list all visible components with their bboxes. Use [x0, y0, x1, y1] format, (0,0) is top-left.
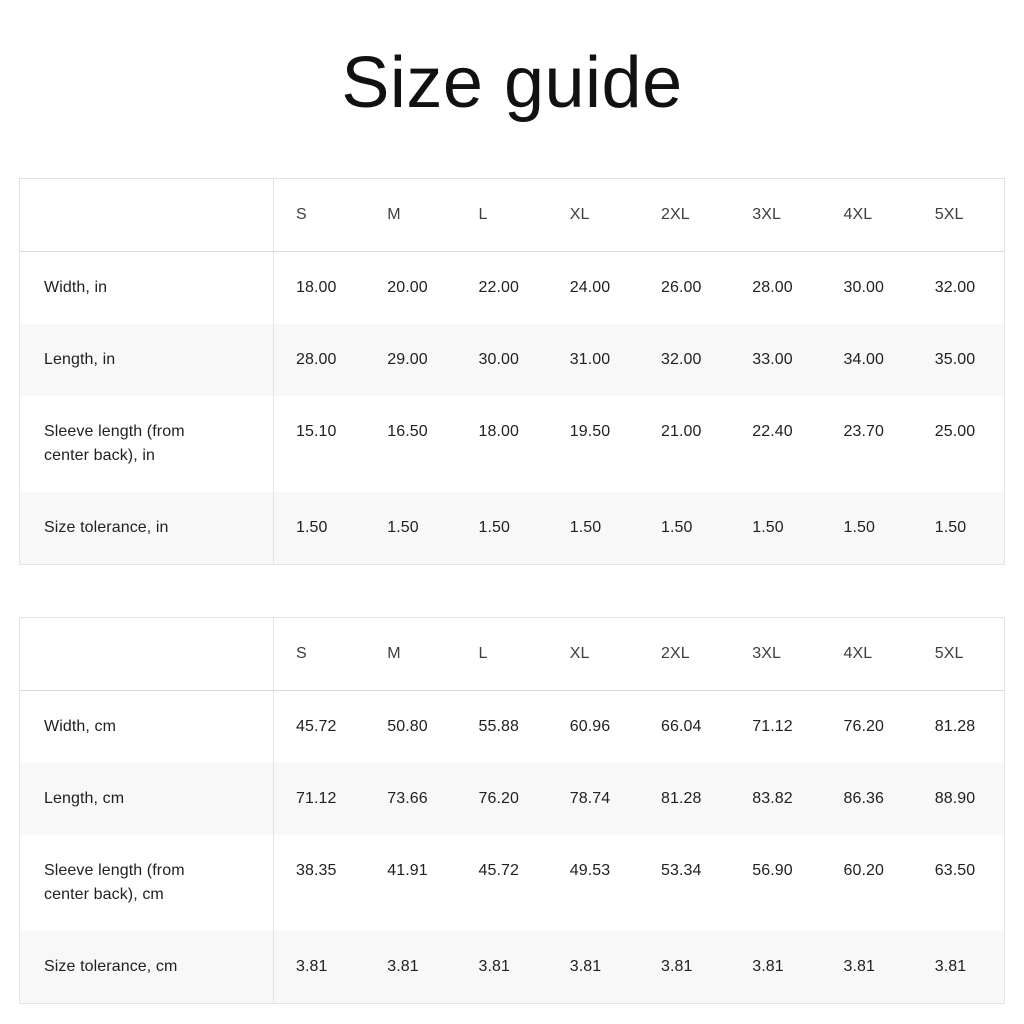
row-label: Width, in — [20, 252, 274, 324]
size-value-cell: 41.91 — [387, 862, 428, 879]
column-header-l: L — [478, 645, 488, 662]
size-value-cell: 28.00 — [752, 279, 793, 296]
row-label: Length, in — [20, 324, 274, 396]
size-value-cell: 15.10 — [296, 423, 337, 440]
size-value-cell: 71.12 — [296, 790, 337, 807]
size-value-cell: 19.50 — [569, 423, 611, 440]
column-header-3xl: 3XL — [752, 206, 782, 223]
column-header-xl: XL — [569, 206, 590, 223]
size-value-cell: 23.70 — [843, 423, 885, 440]
size-value-cell: 88.90 — [934, 790, 976, 807]
size-value-cell: 73.66 — [387, 790, 428, 807]
size-value-cell: 1.50 — [387, 519, 419, 536]
size-value-cell: 63.50 — [934, 862, 976, 879]
size-value-cell: 45.72 — [478, 862, 520, 879]
size-value-cell: 1.50 — [296, 519, 328, 536]
size-value-cell: 60.96 — [569, 718, 611, 735]
header-empty-cell — [20, 179, 274, 251]
size-value-cell: 22.40 — [752, 423, 793, 440]
column-header-5xl: 5XL — [934, 206, 964, 223]
size-value-cell: 83.82 — [752, 790, 793, 807]
row-width-cm — [20, 691, 1004, 763]
column-header-3xl: 3XL — [752, 645, 782, 662]
row-label: Sleeve length (from center back), cm — [20, 835, 274, 931]
size-table-inches — [19, 178, 1005, 565]
size-value-cell: 25.00 — [934, 423, 976, 440]
column-header-l: L — [478, 206, 488, 223]
size-value-cell: 81.28 — [934, 718, 976, 735]
size-value-cell: 1.50 — [569, 519, 602, 536]
size-value-cell: 18.00 — [478, 423, 520, 440]
size-value-cell: 3.81 — [752, 958, 784, 975]
column-header-m: M — [387, 206, 401, 223]
column-header-xl: XL — [569, 645, 590, 662]
column-header-m: M — [387, 645, 401, 662]
size-value-cell: 66.04 — [661, 718, 702, 735]
size-value-cell: 3.81 — [843, 958, 876, 975]
size-value-cell: 53.34 — [661, 862, 702, 879]
size-table-cm — [19, 617, 1005, 1004]
page-title: Size guide — [341, 43, 683, 123]
size-value-cell: 3.81 — [661, 958, 693, 975]
size-value-cell: 76.20 — [843, 718, 885, 735]
row-width-in — [20, 252, 1004, 324]
row-label: Width, cm — [20, 691, 274, 763]
column-header-4xl: 4XL — [843, 206, 873, 223]
size-value-cell: 86.36 — [843, 790, 885, 807]
size-value-cell: 81.28 — [661, 790, 702, 807]
row-sleeve-length-in — [20, 396, 1004, 492]
size-value-cell: 50.80 — [387, 718, 428, 735]
size-value-cell: 55.88 — [478, 718, 520, 735]
row-size-tolerance-in — [20, 492, 1004, 564]
column-header-s: S — [296, 206, 307, 223]
row-size-tolerance-cm — [20, 931, 1004, 1003]
column-header-5xl: 5XL — [934, 645, 964, 662]
size-value-cell: 3.81 — [478, 958, 511, 975]
row-label: Length, cm — [20, 763, 274, 835]
size-value-cell: 26.00 — [661, 279, 702, 296]
size-value-cell: 1.50 — [478, 519, 511, 536]
size-value-cell: 3.81 — [296, 958, 328, 975]
size-value-cell: 60.20 — [843, 862, 885, 879]
column-header-2xl: 2XL — [661, 645, 690, 662]
size-value-cell: 1.50 — [661, 519, 693, 536]
size-value-cell: 31.00 — [569, 351, 611, 368]
size-value-cell: 3.81 — [387, 958, 419, 975]
row-length-in — [20, 324, 1004, 396]
size-value-cell: 76.20 — [478, 790, 520, 807]
size-value-cell: 56.90 — [752, 862, 793, 879]
row-length-cm — [20, 763, 1004, 835]
size-value-cell: 33.00 — [752, 351, 793, 368]
size-value-cell: 35.00 — [934, 351, 976, 368]
size-value-cell: 1.50 — [752, 519, 784, 536]
size-value-cell: 30.00 — [478, 351, 520, 368]
size-value-cell: 1.50 — [843, 519, 876, 536]
size-value-cell: 30.00 — [843, 279, 885, 296]
size-value-cell: 3.81 — [934, 958, 967, 975]
row-sleeve-length-cm — [20, 835, 1004, 931]
size-value-cell: 34.00 — [843, 351, 885, 368]
size-value-cell: 71.12 — [752, 718, 793, 735]
size-value-cell: 49.53 — [569, 862, 611, 879]
row-label: Size tolerance, cm — [20, 931, 274, 1003]
size-value-cell: 28.00 — [296, 351, 337, 368]
row-label: Sleeve length (from center back), in — [20, 396, 274, 492]
size-value-cell: 29.00 — [387, 351, 428, 368]
header-empty-cell — [20, 618, 274, 690]
table-header-row — [20, 179, 1004, 252]
column-header-s: S — [296, 645, 307, 662]
size-value-cell: 18.00 — [296, 279, 337, 296]
size-value-cell: 22.00 — [478, 279, 520, 296]
size-value-cell: 32.00 — [934, 279, 976, 296]
size-value-cell: 32.00 — [661, 351, 702, 368]
size-value-cell: 3.81 — [569, 958, 602, 975]
size-value-cell: 20.00 — [387, 279, 428, 296]
size-value-cell: 24.00 — [569, 279, 611, 296]
column-header-2xl: 2XL — [661, 206, 690, 223]
size-value-cell: 38.35 — [296, 862, 337, 879]
table-header-row — [20, 618, 1004, 691]
row-label: Size tolerance, in — [20, 492, 274, 564]
size-value-cell: 16.50 — [387, 423, 428, 440]
size-value-cell: 21.00 — [661, 423, 702, 440]
size-value-cell: 1.50 — [934, 519, 967, 536]
size-value-cell: 45.72 — [296, 718, 337, 735]
size-value-cell: 78.74 — [569, 790, 611, 807]
column-header-4xl: 4XL — [843, 645, 873, 662]
